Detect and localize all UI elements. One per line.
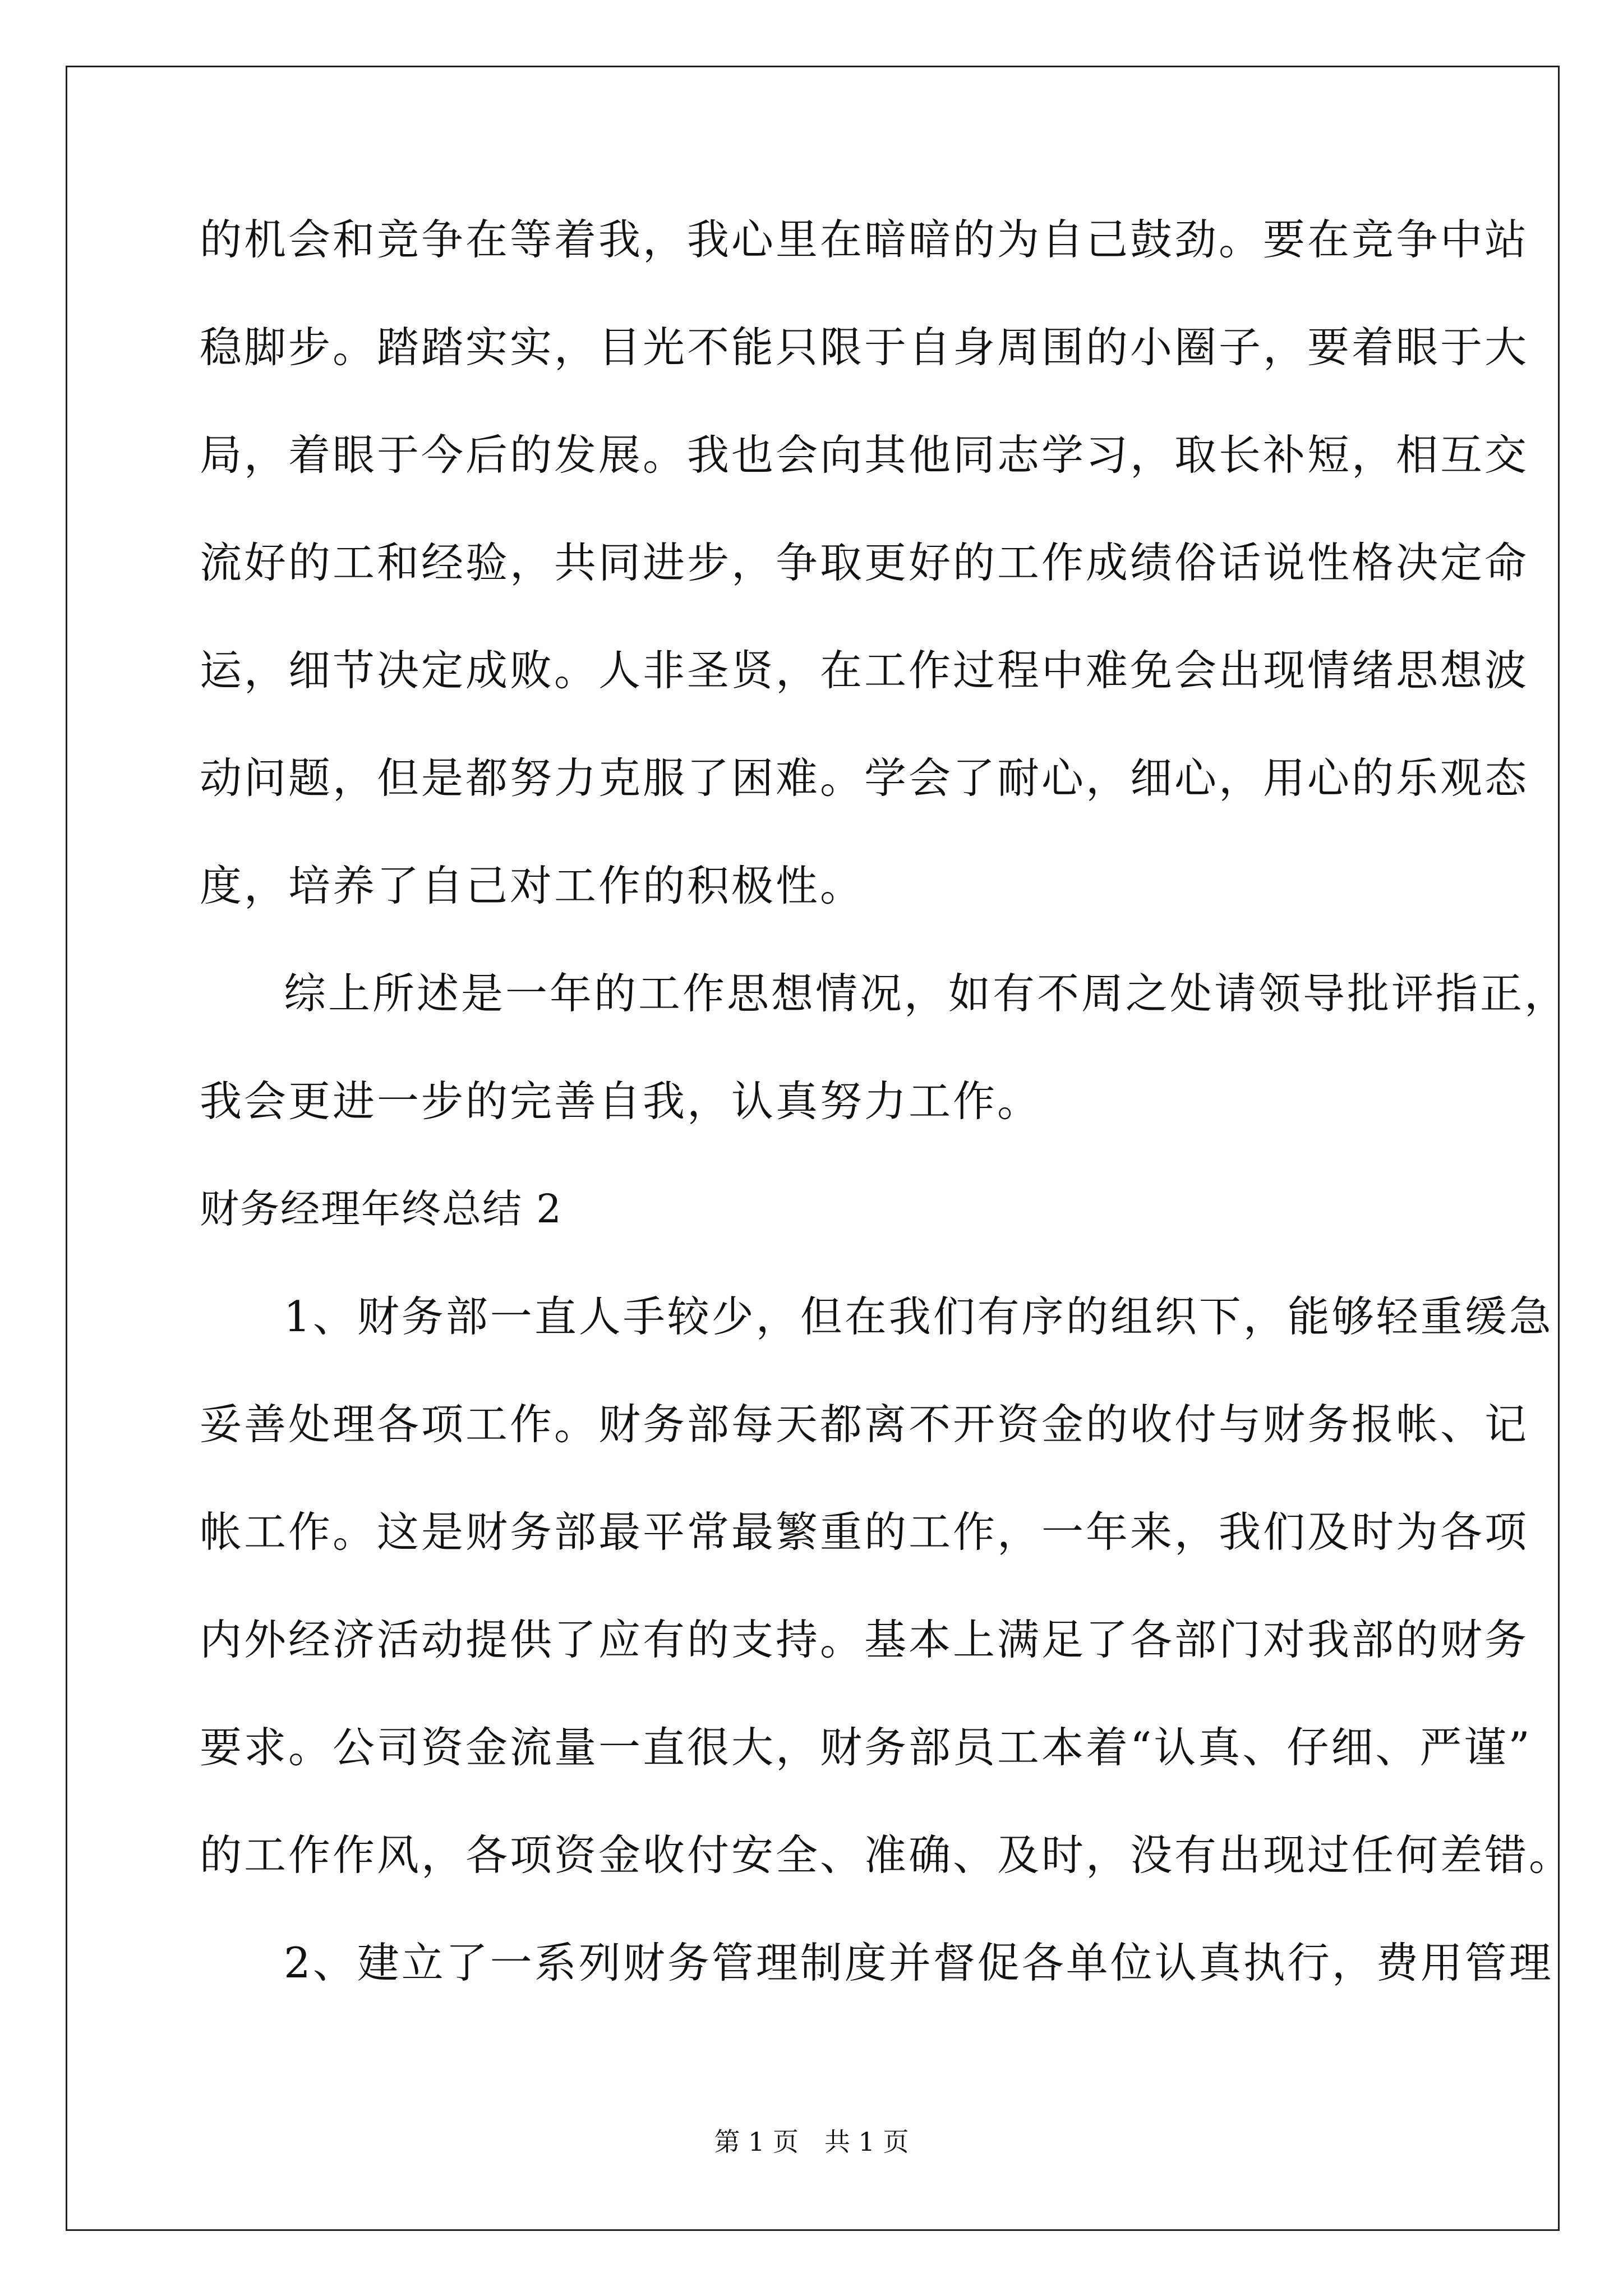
paragraph-start-line: 综上所述是一年的工作思想情况，如有不周之处请领导批评指正， (284, 969, 1569, 1018)
text-line: 的工作作风，各项资金收付安全、准确、及时，没有出现过任何差错。 (200, 1830, 1574, 1880)
text-line: 帐工作。这是财务部最平常最繁重的工作，一年来，我们及时为各项 (200, 1507, 1529, 1557)
text-line: 流好的工和经验，共同进步，争取更好的工作成绩俗话说性格决定命 (200, 538, 1529, 587)
text-line: 局，着眼于今后的发展。我也会向其他同志学习，取长补短，相互交 (200, 430, 1529, 480)
text-line: 妥善处理各项工作。财务部每天都离不开资金的收付与财务报帐、记 (200, 1400, 1529, 1449)
document-body (200, 213, 1574, 2044)
text-line: 要求。公司资金流量一直很大，财务部员工本着“认真、仔细、严谨” (200, 1723, 1532, 1772)
section-heading: 财务经理年终总结 2 (200, 1186, 562, 1232)
text-line: 动问题，但是都努力克服了困难。学会了耐心，细心，用心的乐观态 (200, 753, 1529, 803)
text-line: 内外经济活动提供了应有的支持。基本上满足了各部门对我部的财务 (200, 1615, 1529, 1664)
text-line: 稳脚步。踏踏实实，目光不能只限于自身周围的小圈子，要着眼于大 (200, 323, 1529, 372)
page-footer: 第 1 页 共 1 页 (714, 2127, 909, 2157)
text-line: 运，细节决定成败。人非圣贤，在工作过程中难免会出现情绪思想波 (200, 646, 1529, 695)
paragraph-start-line: 2、建立了一系列财务管理制度并督促各单位认真执行，费用管理 (284, 1938, 1553, 1987)
text-line: 度，培养了自己对工作的积极性。 (200, 861, 865, 910)
text-line: 的机会和竞争在等着我，我心里在暗暗的为自己鼓劲。要在竞争中站 (200, 215, 1529, 264)
text-line: 我会更进一步的完善自我，认真努力工作。 (200, 1076, 1042, 1126)
paragraph-start-line: 1、财务部一直人手较少，但在我们有序的组织下，能够轻重缓急 (284, 1292, 1553, 1341)
